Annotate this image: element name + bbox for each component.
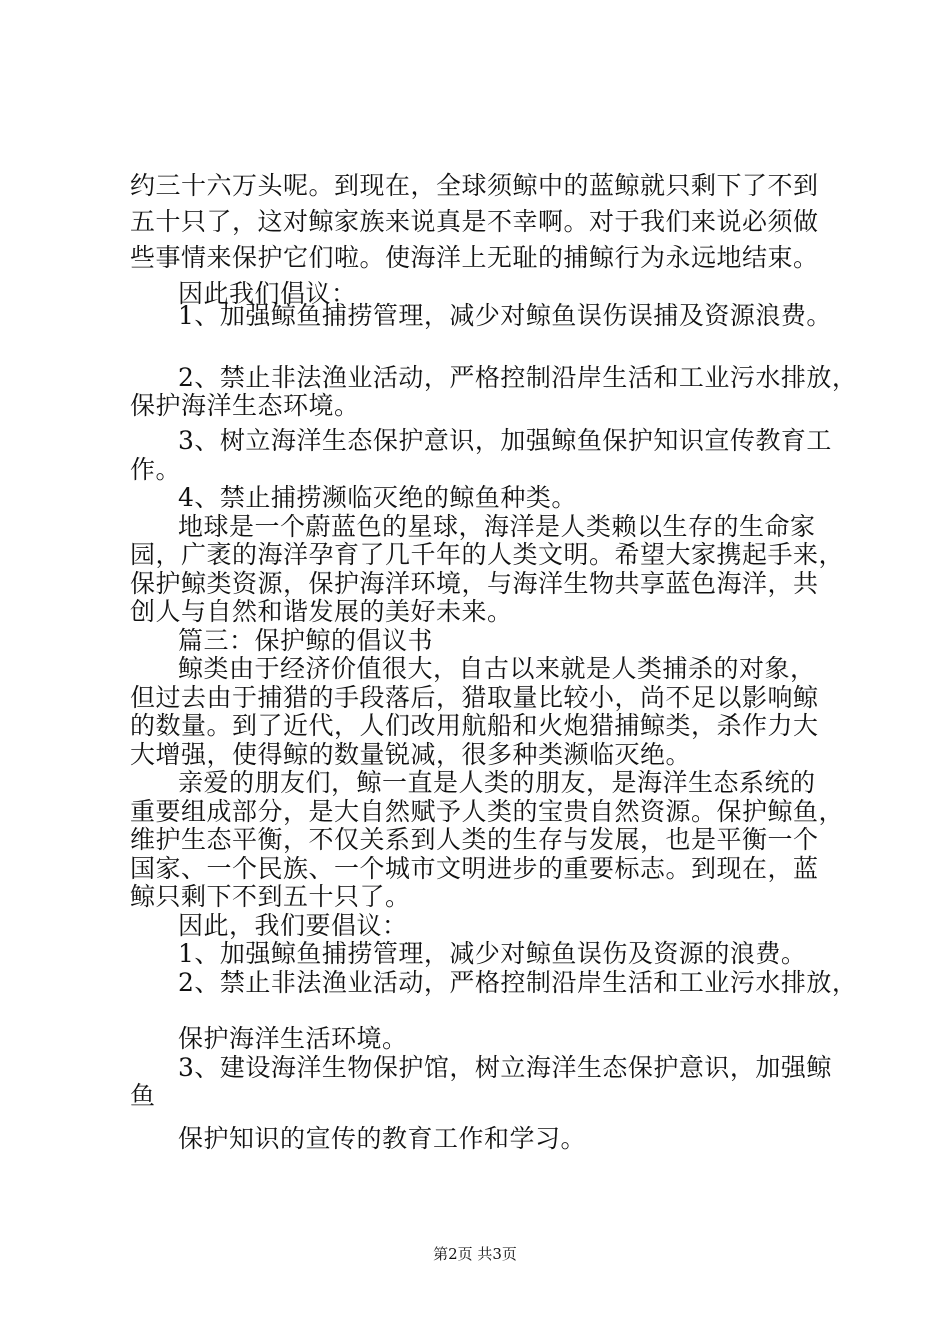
text-line: 鲸类由于经济价值很大，自古以来就是人类捕杀的对象，: [178, 654, 816, 683]
text-line: 3、建设海洋生物保护馆，树立海洋生态保护意识，加强鲸: [178, 1053, 832, 1082]
text-line: 3、树立海洋生态保护意识，加强鲸鱼保护知识宣传教育工: [178, 426, 832, 455]
text-line: 园，广袤的海洋孕育了几千年的人类文明。希望大家携起手来，: [130, 540, 845, 569]
text-line: 地球是一个蔚蓝色的星球，海洋是人类赖以生存的生命家: [178, 512, 816, 541]
text-line: 4、禁止捕捞濒临灭绝的鲸鱼种类。: [178, 483, 577, 512]
text-line: 保护知识的宣传的教育工作和学习。: [178, 1124, 587, 1153]
text-line: 亲爱的朋友们，鲸一直是人类的朋友，是海洋生态系统的: [178, 768, 816, 797]
text-line: 2、禁止非法渔业活动，严格控制沿岸生活和工业污水排放，: [178, 363, 858, 392]
text-line: 1、加强鲸鱼捕捞管理，减少对鲸鱼误伤及资源的浪费。: [178, 939, 807, 968]
text-line: 五十只了，这对鲸家族来说真是不幸啊。对于我们来说必须做: [130, 207, 819, 236]
text-line: 因此我们倡议：: [178, 279, 357, 308]
text-line: 大增强，使得鲸的数量锐减，很多种类濒临灭绝。: [130, 740, 692, 769]
text-line: 鱼: [130, 1081, 156, 1110]
text-line: 1、加强鲸鱼捕捞管理，减少对鲸鱼误伤误捕及资源浪费。: [178, 301, 832, 330]
text-line: 维护生态平衡，不仅关系到人类的生存与发展，也是平衡一个: [130, 825, 819, 854]
text-line: 保护海洋生活环境。: [178, 1024, 408, 1053]
text-line: 约三十六万头呢。到现在，全球须鲸中的蓝鲸就只剩下了不到: [130, 171, 819, 200]
text-line: 创人与自然和谐发展的美好未来。: [130, 597, 513, 626]
text-line: 2、禁止非法渔业活动，严格控制沿岸生活和工业污水排放，: [178, 968, 858, 997]
text-line: 但过去由于捕猎的手段落后，猎取量比较小，尚不足以影响鲸: [130, 683, 819, 712]
text-line: 因此，我们要倡议：: [178, 911, 408, 940]
text-line: 篇三：保护鲸的倡议书: [178, 626, 434, 655]
text-line: 重要组成部分，是大自然赋予人类的宝贵自然资源。保护鲸鱼，: [130, 797, 845, 826]
text-line: 的数量。到了近代，人们改用航船和火炮猎捕鲸类，杀作力大: [130, 711, 819, 740]
text-line: 作。: [130, 455, 182, 484]
text-line: 保护鲸类资源，保护海洋环境，与海洋生物共享蓝色海洋，共: [130, 569, 819, 598]
text-line: 国家、一个民族、一个城市文明进步的重要标志。到现在，蓝: [130, 854, 819, 883]
text-line: 些事情来保护它们啦。使海洋上无耻的捕鲸行为永远地结束。: [130, 243, 819, 272]
page-number-footer: 第2页 共3页: [433, 1245, 517, 1263]
text-line: 鲸只剩下不到五十只了。: [130, 882, 411, 911]
text-line: 保护海洋生态环境。: [130, 391, 360, 420]
